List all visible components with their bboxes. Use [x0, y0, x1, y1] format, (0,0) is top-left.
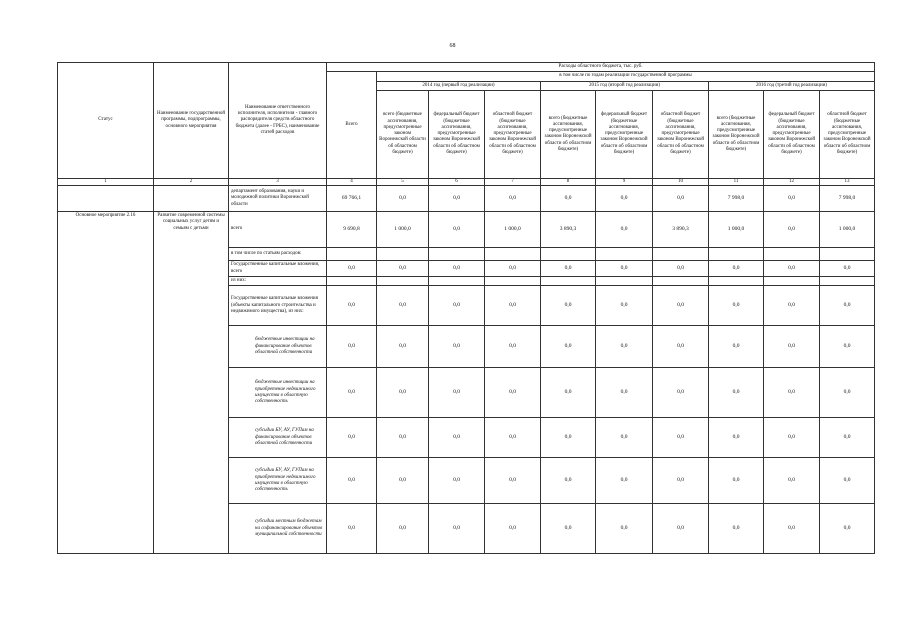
program-name-cell: Развитие современной системы социальных услуг детям и семьям с детьми	[154, 212, 229, 554]
table-cell: 0,0	[485, 261, 541, 277]
column-number: 8	[541, 178, 596, 185]
table-cell: 0,0	[596, 212, 653, 248]
table-cell: 3 890,3	[541, 212, 596, 248]
table-cell: 0,0	[429, 368, 485, 418]
table-cell: 0,0	[764, 368, 820, 418]
table-cell: 0,0	[709, 418, 764, 458]
col-all-2016: всего (бюджетные ассигнования, предусмотренные законом Воронежской области об областном бюджете)	[709, 90, 764, 178]
row-label: департамент образования, науки и молодежной политики Воронежской области	[229, 186, 327, 212]
table-cell: 0,0	[764, 504, 820, 554]
column-numbers-row	[58, 178, 875, 185]
table-cell: 0,0	[596, 418, 653, 458]
table-cell: 0,0	[485, 504, 541, 554]
table-cell: 0,0	[764, 458, 820, 504]
column-number: 9	[596, 178, 653, 185]
col-federal-2016: федеральный бюджет (бюджетные ассигнования, предусмотренные законом Воронежской области об областном бюджете)	[764, 90, 820, 178]
col-federal-2015: федеральный бюджет (бюджетные ассигнования, предусмотренные законом Воронежской области об областном бюджете)	[596, 90, 653, 178]
table-cell: 0,0	[541, 458, 596, 504]
column-number: 5	[377, 178, 429, 185]
table-cell: 0,0	[709, 504, 764, 554]
table-cell: 69 766,1	[327, 186, 377, 212]
year-2014-header: 2014 год (первый год реализации)	[377, 81, 541, 90]
row-label: субсидии БУ, АУ, ГУПам на приобретение недвижимого имущества в областную собственность	[229, 458, 327, 504]
table-cell: 0,0	[429, 326, 485, 368]
row-label: всего	[229, 212, 327, 248]
table-cell: 0,0	[541, 186, 596, 212]
table-cell: 0,0	[377, 286, 429, 326]
budget-table	[57, 62, 875, 554]
table-cell: 0,0	[596, 186, 653, 212]
table-cell: 1 000,0	[377, 212, 429, 248]
table-cell: 0,0	[596, 326, 653, 368]
table-cell: 0,0	[596, 286, 653, 326]
by-years-header: в том числе по годам реализации государственной программы	[377, 72, 875, 81]
table-cell: 0,0	[764, 286, 820, 326]
table-cell: 0,0	[653, 368, 709, 418]
table-cell: 0,0	[429, 286, 485, 326]
table-cell: 0,0	[764, 212, 820, 248]
row-label: в том числе по статьям расходов:	[229, 248, 327, 261]
table-row-dept	[58, 186, 875, 212]
column-number: 1	[58, 178, 154, 185]
status-cell: Основное мероприятие 2.16	[58, 212, 154, 554]
table-cell: 0,0	[541, 326, 596, 368]
table-cell: 0,0	[377, 186, 429, 212]
row-label: Государственные капитальные вложения (объекты капитального строительства и недвижимого имущества), из них:	[229, 286, 327, 326]
table-cell: 0,0	[596, 458, 653, 504]
table-cell: 0,0	[327, 504, 377, 554]
table-cell: 0,0	[541, 504, 596, 554]
table-cell: 0,0	[485, 326, 541, 368]
table-cell: 0,0	[653, 504, 709, 554]
column-number: 3	[229, 178, 327, 185]
table-cell: 1 000,0	[820, 212, 875, 248]
page-number: 68	[449, 43, 456, 49]
table-cell: 0,0	[709, 286, 764, 326]
table-cell: 0,0	[653, 326, 709, 368]
column-number: 6	[429, 178, 485, 185]
table-cell: 0,0	[377, 368, 429, 418]
table-cell: 0,0	[429, 186, 485, 212]
table-cell: 0,0	[764, 261, 820, 277]
status-header: Статус	[58, 63, 154, 179]
col-regional-2014: областной бюджет (бюджетные ассигнования, предусмотренные законом Воронежской области об областном бюджете)	[485, 90, 541, 178]
table-cell: 0,0	[764, 186, 820, 212]
table-cell: 0,0	[653, 286, 709, 326]
table-cell: 0,0	[596, 504, 653, 554]
table-cell: 0,0	[820, 326, 875, 368]
col-regional-2016: областной бюджет (бюджетные ассигнования, предусмотренные законом Воронежской области об областном бюджете)	[820, 90, 875, 178]
table-cell: 0,0	[485, 458, 541, 504]
column-number: 12	[764, 178, 820, 185]
table-cell: 0,0	[820, 418, 875, 458]
table-cell: 0,0	[327, 286, 377, 326]
table-cell: 9 690,8	[327, 212, 377, 248]
row-label: Государственные капитальные вложения, всего	[229, 261, 327, 277]
table-cell: 0,0	[596, 261, 653, 277]
col-regional-2015: областной бюджет (бюджетные ассигнования, предусмотренные законом Воронежской области об областном бюджете)	[653, 90, 709, 178]
total-header: Всего	[327, 72, 377, 179]
table-cell: 0,0	[429, 458, 485, 504]
table-cell: 0,0	[485, 286, 541, 326]
column-number: 10	[653, 178, 709, 185]
table-cell: 0,0	[429, 504, 485, 554]
table-cell: 0,0	[709, 458, 764, 504]
table-cell: 0,0	[377, 458, 429, 504]
table-cell: 7 998,0	[709, 186, 764, 212]
table-cell: 0,0	[377, 418, 429, 458]
table-cell: 0,0	[709, 368, 764, 418]
table-cell: 0,0	[820, 261, 875, 277]
table-cell: 0,0	[820, 504, 875, 554]
row-label: из них:	[229, 277, 327, 286]
year-2016-header: 2016 год (третий год реализации)	[709, 81, 875, 90]
table-cell: 0,0	[327, 368, 377, 418]
table-cell: 3 890,3	[653, 212, 709, 248]
table-cell: 0,0	[709, 261, 764, 277]
table-cell: 0,0	[820, 286, 875, 326]
table-cell: 0,0	[377, 261, 429, 277]
table-cell: 0,0	[653, 458, 709, 504]
table-cell: 0,0	[541, 286, 596, 326]
table-cell: 0,0	[377, 326, 429, 368]
col-all-2014: всего (бюджетные ассигнования, предусмотренные законом Воронежской области об областном бюджете)	[377, 90, 429, 178]
row-label: субсидии БУ, АУ, ГУПам на финансирование объектов областной собственности	[229, 418, 327, 458]
table-cell: 0,0	[653, 186, 709, 212]
table-cell: 0,0	[377, 504, 429, 554]
column-number: 2	[154, 178, 229, 185]
table-cell: 0,0	[429, 418, 485, 458]
table-cell: 0,0	[541, 261, 596, 277]
table-cell: 0,0	[485, 186, 541, 212]
row-label: бюджетные инвестиции на приобретение недвижимого имущества в областную собственность	[229, 368, 327, 418]
table-cell: 0,0	[485, 368, 541, 418]
table-cell: 0,0	[327, 458, 377, 504]
year-2015-header: 2015 год (второй год реализации)	[541, 81, 709, 90]
table-cell: 1 000,0	[709, 212, 764, 248]
table-cell: 0,0	[596, 368, 653, 418]
executor-header: Наименование ответственного исполнителя, исполнителя - главного распорядителя средств областного бюджета (далее - ГРБС), наименование статей расходов	[229, 63, 327, 179]
column-number: 4	[327, 178, 377, 185]
table-cell: 0,0	[429, 261, 485, 277]
column-number: 11	[709, 178, 764, 185]
table-row-main-event	[58, 212, 875, 248]
table-cell: 0,0	[764, 418, 820, 458]
table-cell: 0,0	[653, 261, 709, 277]
expenses-title: Расходы областного бюджета, тыс. руб.	[327, 63, 875, 72]
col-federal-2014: федеральный бюджет (бюджетные ассигнования, предусмотренные законом Воронежской области об областном бюджете)	[429, 90, 485, 178]
table-cell: 0,0	[429, 212, 485, 248]
table-cell: 0,0	[485, 418, 541, 458]
row-label: бюджетные инвестиции на финансирование объектов областной собственности	[229, 326, 327, 368]
table-cell: 1 000,0	[485, 212, 541, 248]
table-cell: 0,0	[764, 326, 820, 368]
table-cell: 7 998,0	[820, 186, 875, 212]
program-name-header: Наименование государственной программы, подпрограммы, основного мероприятия	[154, 63, 229, 179]
table-cell: 0,0	[820, 368, 875, 418]
table-cell: 0,0	[327, 326, 377, 368]
table-cell: 0,0	[327, 418, 377, 458]
table-cell: 0,0	[820, 458, 875, 504]
table-cell: 0,0	[327, 261, 377, 277]
table-cell: 0,0	[541, 368, 596, 418]
row-label: субсидии местным бюджетам на софинансирование объектов муниципальной собственности	[229, 504, 327, 554]
column-number: 13	[820, 178, 875, 185]
table-cell: 0,0	[653, 418, 709, 458]
table-cell: 0,0	[541, 418, 596, 458]
column-number: 7	[485, 178, 541, 185]
table-cell: 0,0	[709, 326, 764, 368]
col-all-2015: всего (бюджетные ассигнования, предусмотренные законом Воронежской области об областном бюджете)	[541, 90, 596, 178]
